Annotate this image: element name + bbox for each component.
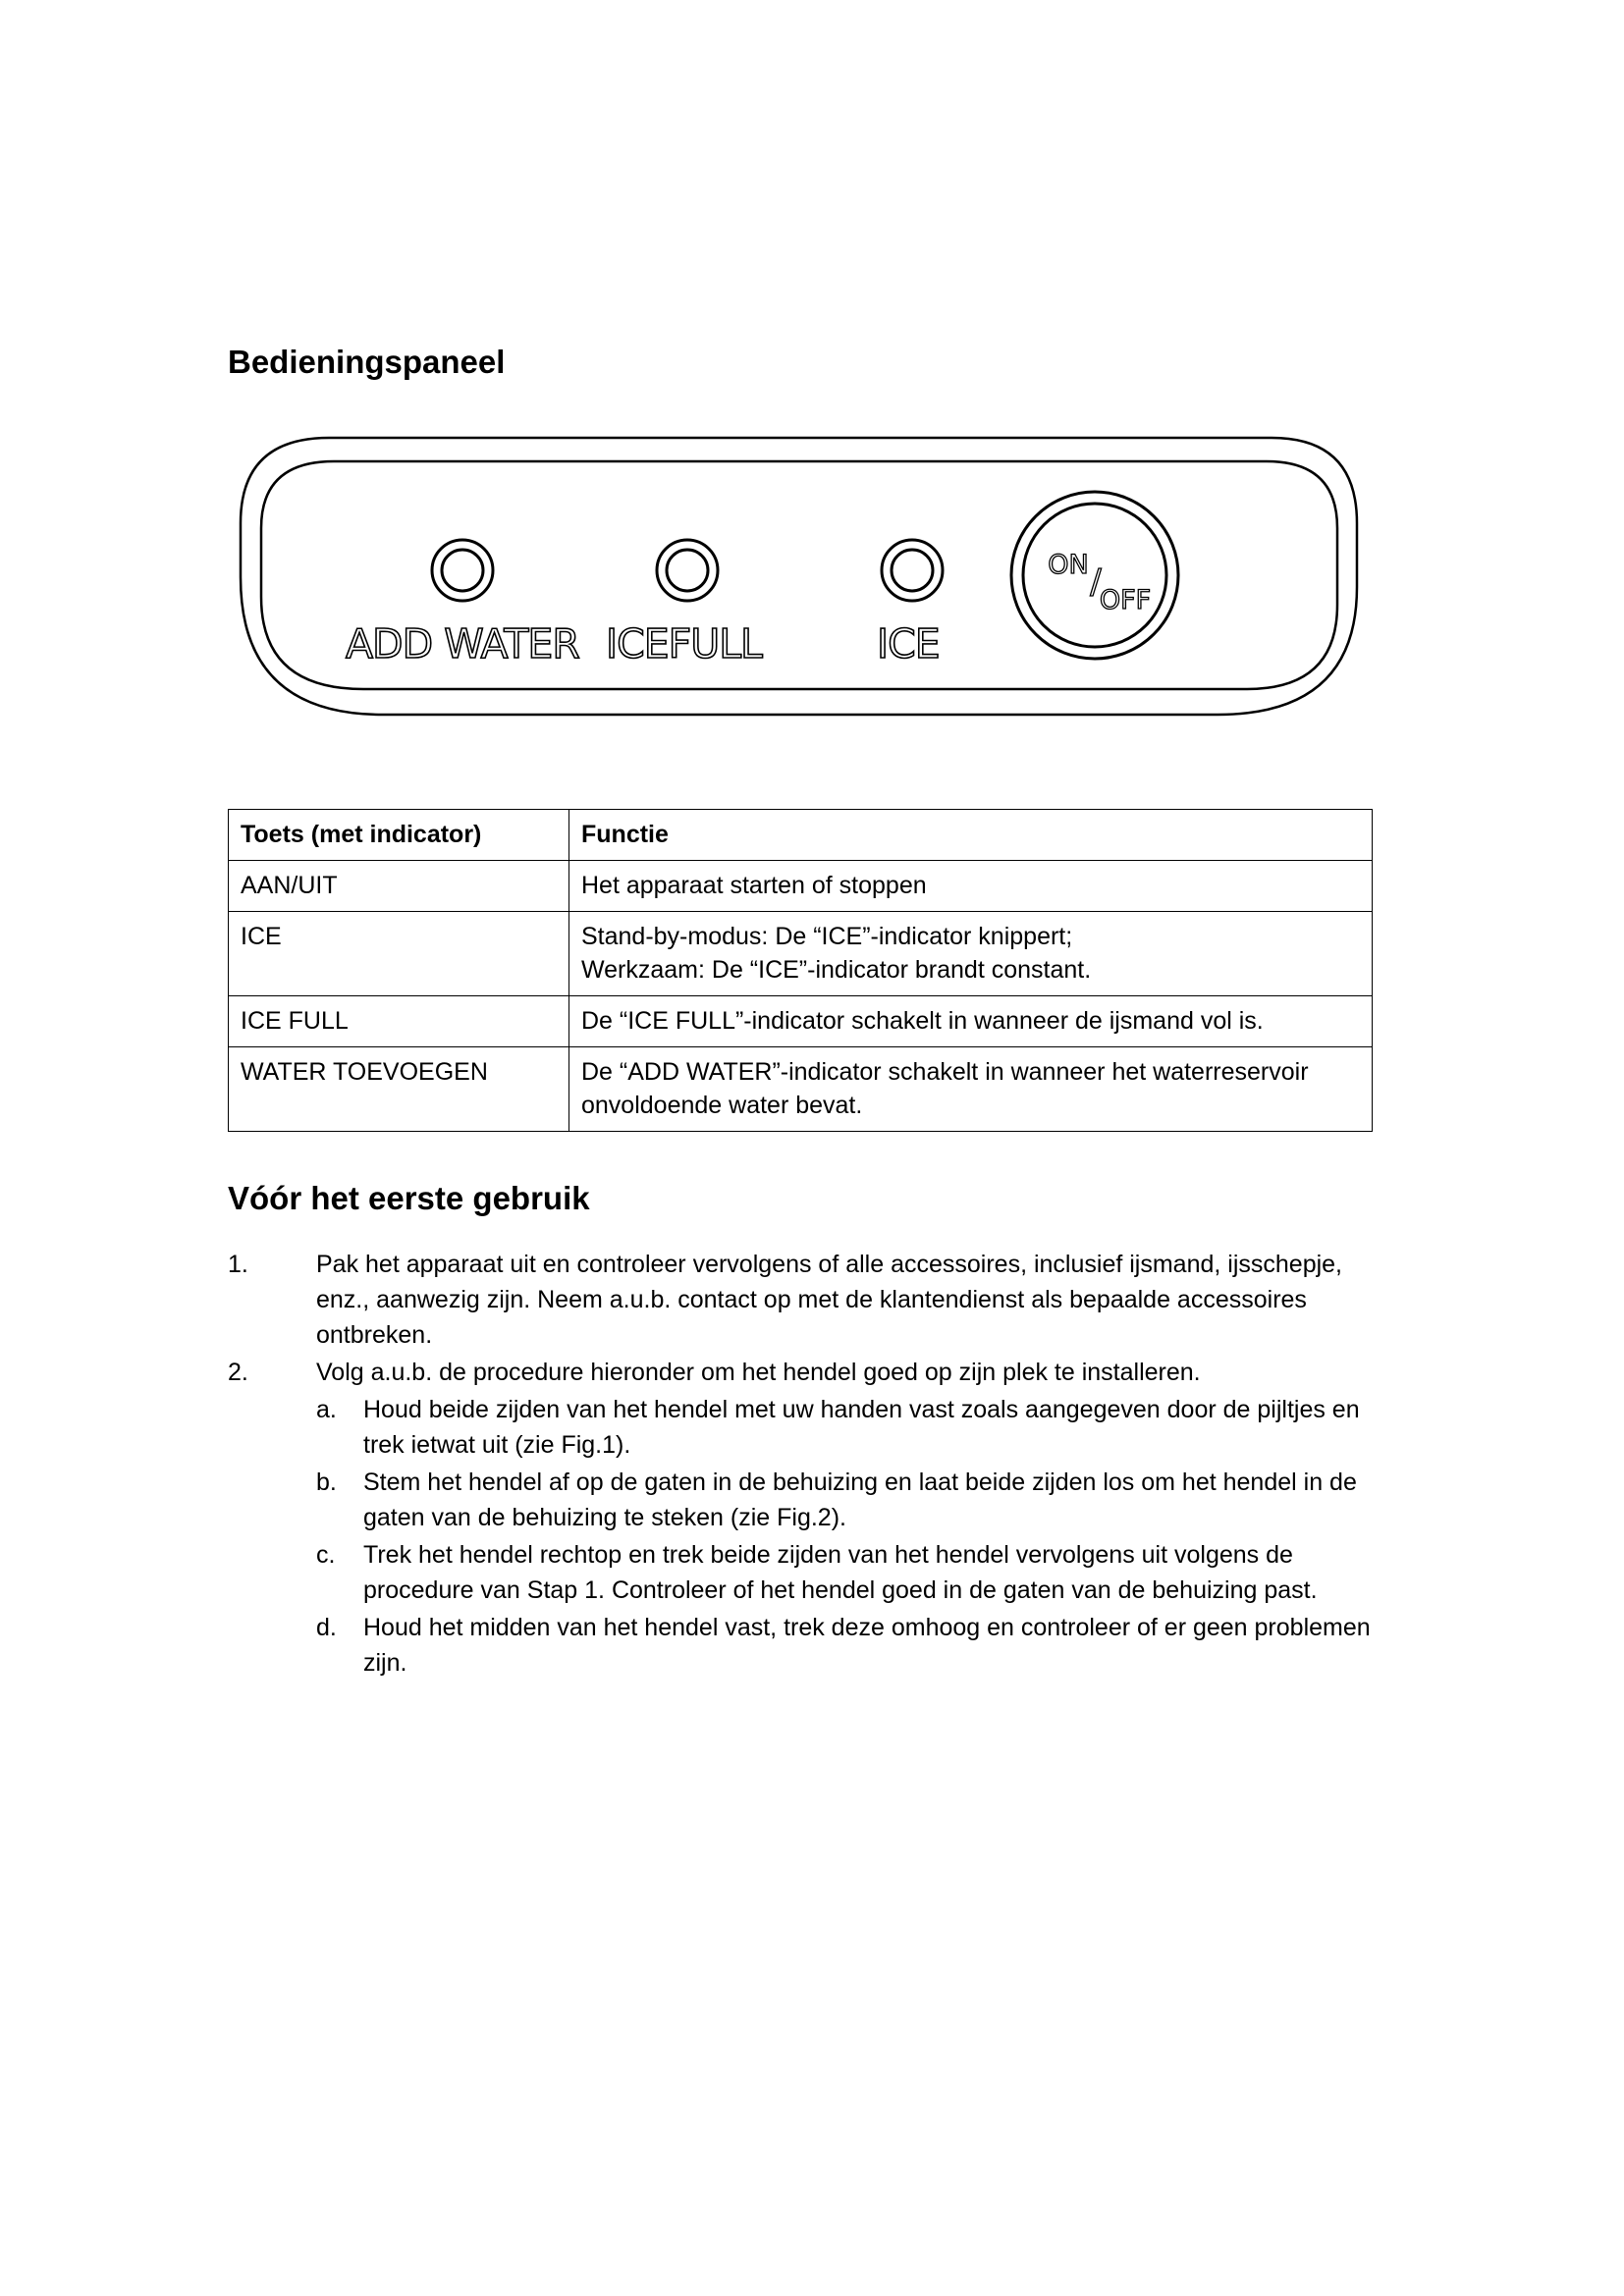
cell-line: Werkzaam: De “ICE”-indicator brandt constant. bbox=[581, 956, 1092, 984]
table-cell-function bbox=[569, 861, 1373, 912]
table-cell-key: AAN/UIT bbox=[229, 861, 569, 912]
steps-list bbox=[228, 1247, 1396, 1682]
off-label: OFF bbox=[1099, 585, 1152, 615]
substep-item bbox=[228, 1610, 1396, 1681]
cell-line: Het apparaat starten of stoppen bbox=[581, 872, 927, 899]
cell-line: Stand-by-modus: De “ICE”-indicator knippert; bbox=[581, 923, 1073, 950]
table-cell-function bbox=[569, 912, 1373, 996]
step-number: 1. bbox=[228, 1251, 248, 1278]
ice-full-label: ICEFULL bbox=[606, 620, 762, 667]
add-water-indicator-icon bbox=[432, 540, 493, 601]
table-cell-key: ICE FULL bbox=[229, 996, 569, 1047]
table-row bbox=[229, 912, 1373, 996]
substep-text: Houd beide zijden van het hendel met uw handen vast zoals aangegeven door de pijltjes en trek ietwat uit (zie Fig.1). bbox=[363, 1396, 1360, 1459]
list-item bbox=[228, 1355, 1396, 1681]
control-panel-illustration bbox=[236, 430, 1365, 724]
table-row bbox=[229, 996, 1373, 1047]
substep-letter: a. bbox=[316, 1396, 337, 1423]
substep-text: Stem het hendel af op de gaten in de behuizing en laat beide zijden los om het hendel in de gaten van de behuizing te steken (zie Fig.2). bbox=[363, 1468, 1357, 1531]
substep-letter: c. bbox=[316, 1541, 336, 1569]
step-text: Volg a.u.b. de procedure hieronder om het hendel goed op zijn plek te installeren. bbox=[316, 1359, 1201, 1386]
ice-full-indicator-icon bbox=[657, 540, 718, 601]
ice-label: ICE bbox=[877, 620, 940, 667]
cell-line: De “ADD WATER”-indicator schakelt in wanneer het waterreservoir onvoldoende water bevat. bbox=[581, 1058, 1309, 1119]
function-table bbox=[228, 809, 1373, 1132]
section-title-control-panel: Bedieningspaneel bbox=[228, 344, 506, 380]
panel-outer-outline bbox=[241, 438, 1357, 715]
step-text: Pak het apparaat uit en controleer vervolgens of alle accessoires, inclusief ijsmand, ijsschepje, enz., aanwezig zijn. Neem a.u.b. contact op met de klantendienst als bepaalde accessoires ontbreken. bbox=[316, 1251, 1342, 1349]
cell-line: De “ICE FULL”-indicator schakelt in wanneer de ijsmand vol is. bbox=[581, 1007, 1264, 1035]
substep-letter: b. bbox=[316, 1468, 337, 1496]
table-cell-key: ICE bbox=[229, 912, 569, 996]
section-title-first-use: Vóór het eerste gebruik bbox=[228, 1180, 590, 1216]
table-header-key: Toets (met indicator) bbox=[229, 810, 569, 861]
step-number: 2. bbox=[228, 1359, 248, 1386]
list-item bbox=[228, 1247, 1396, 1353]
ice-indicator-icon bbox=[882, 540, 943, 601]
slash-label: / bbox=[1090, 562, 1102, 602]
add-water-label: ADD WATER bbox=[346, 620, 579, 667]
table-header-row bbox=[229, 810, 1373, 861]
on-label: ON bbox=[1048, 550, 1089, 580]
substep-item bbox=[228, 1392, 1396, 1463]
table-cell-function bbox=[569, 996, 1373, 1047]
table-cell-key: WATER TOEVOEGEN bbox=[229, 1047, 569, 1132]
table-header-function: Functie bbox=[569, 810, 1373, 861]
substep-text: Trek het hendel rechtop en trek beide zijden van het hendel vervolgens uit volgens de procedure van Stap 1. Controleer of het hendel goed in de gaten van de behuizing past. bbox=[363, 1541, 1318, 1604]
table-row bbox=[229, 1047, 1373, 1132]
substep-text: Houd het midden van het hendel vast, trek deze omhoog en controleer of er geen problemen zijn. bbox=[363, 1614, 1371, 1677]
substep-item bbox=[228, 1465, 1396, 1535]
table-cell-function bbox=[569, 1047, 1373, 1132]
substep-letter: d. bbox=[316, 1614, 337, 1641]
table-row bbox=[229, 861, 1373, 912]
substep-item bbox=[228, 1537, 1396, 1608]
